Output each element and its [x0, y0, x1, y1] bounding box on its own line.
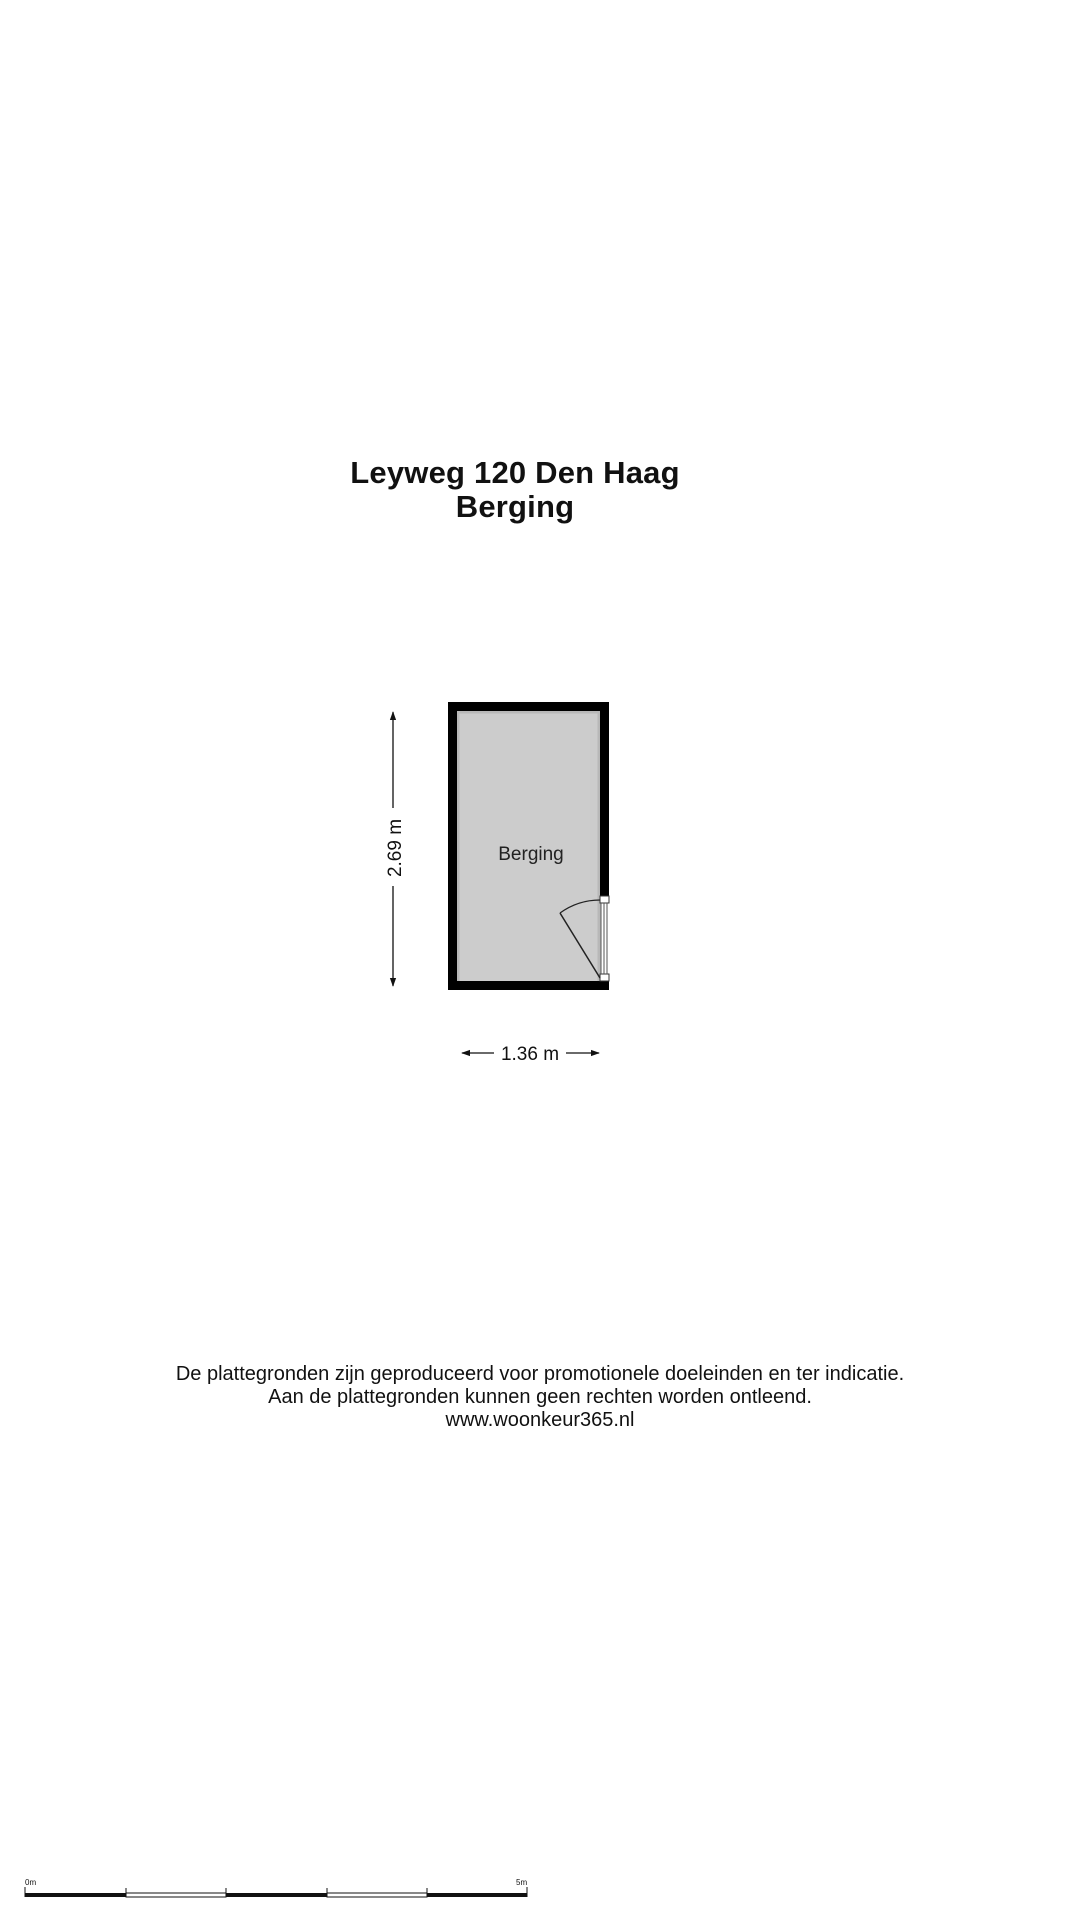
disclaimer-website: www.woonkeur365.nl: [445, 1409, 635, 1431]
scale-bar-segment-1: [25, 1893, 126, 1897]
width-dimension-label: 1.36 m: [500, 1044, 560, 1065]
scale-bar-start-label: 0m: [25, 1878, 37, 1887]
room-label: Berging: [498, 844, 564, 865]
height-dimension-label: 2.69 m: [385, 818, 406, 878]
door-frame-bottom: [600, 974, 609, 981]
scale-bar-segment-4: [327, 1893, 427, 1897]
scale-bar-segment-5: [427, 1893, 527, 1897]
scale-bar-segment-2: [126, 1893, 226, 1897]
disclaimer-line-2: Aan de plattegronden kunnen geen rechten worden ontleend.: [268, 1386, 812, 1408]
disclaimer-line-1: De plattegronden zijn geproduceerd voor promotionele doeleinden en ter indicatie.: [175, 1363, 905, 1385]
scale-bar-end-label: 5m: [516, 1878, 528, 1887]
door-frame-top: [600, 896, 609, 903]
scale-bar-segment-3: [226, 1893, 327, 1897]
plan-title-floor: Berging: [455, 489, 575, 524]
plan-title-address: Leyweg 120 Den Haag: [350, 455, 680, 490]
